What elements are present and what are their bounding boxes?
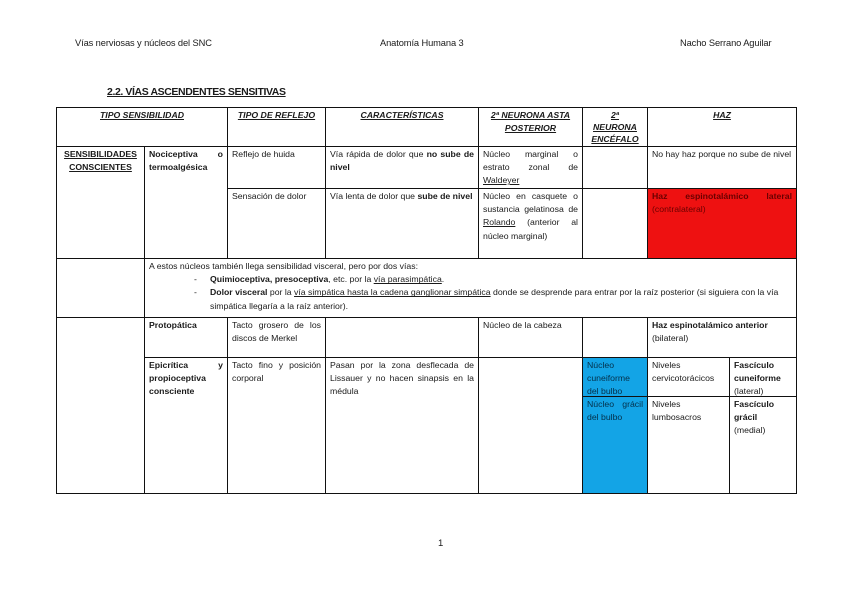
- list-item: - Quimioceptiva, presoceptiva, etc. por la vía parasimpática.: [149, 273, 792, 286]
- list-item: - Dolor visceral por la vía simpática hasta la cadena ganglionar simpática donde se desprende para entrar por la raíz posterior (si siguiera con la vía simpática llegaría a la raíz anterior).: [149, 286, 792, 312]
- haz-fasciculos: [648, 358, 797, 494]
- reflejo-huida: Reflejo de huida: [228, 147, 326, 189]
- visceral-list: [149, 273, 792, 312]
- reflejo-tacto-grosero: Tacto grosero de los discos de Merkel: [228, 318, 326, 358]
- haz-espinotalamico-anterior: Haz espinotalámico anterior (bilateral): [648, 318, 797, 358]
- protopatica-label: Protopática: [145, 318, 228, 358]
- header-tipo-sensibilidad: TIPO SENSIBILIDAD: [57, 108, 228, 147]
- reflejo-tacto-fino: Tacto fino y posición corporal: [228, 358, 326, 494]
- nociceptiva-label: Nociceptiva o termoalgésica: [145, 147, 228, 259]
- header-neurona-encefalo: 2ª NEURONA ENCÉFALO: [583, 108, 648, 147]
- visceral-note: [145, 259, 797, 318]
- header-left: Vías nerviosas y núcleos del SNC: [75, 38, 212, 48]
- group-label: SENSIBILIDADES CONSCIENTES: [57, 147, 145, 259]
- encefalo-nucleos: [583, 358, 648, 494]
- enc-empty-2: [583, 189, 648, 259]
- epicritica-label: Epicrítica y propioceptiva consciente: [145, 358, 228, 494]
- header-right: Nacho Serrano Aguilar: [680, 38, 772, 48]
- header-haz: HAZ: [648, 108, 797, 147]
- table-row: [57, 358, 797, 494]
- header-caracteristicas: CARACTERÍSTICAS: [326, 108, 479, 147]
- car-lissauer: Pasan por la zona desflecada de Lissauer y no hacen sinapsis en la médula: [326, 358, 479, 494]
- fasciculo-cuneiforme: Fascículo cuneiforme (lateral): [734, 360, 781, 397]
- reflejo-dolor: Sensación de dolor: [228, 189, 326, 259]
- enc-empty-1: [583, 147, 648, 189]
- niveles-lumbosacros: Niveles lumbosacros: [648, 397, 730, 493]
- nucleo-gracil: Núcleo grácil del bulbo: [587, 399, 643, 423]
- niveles-cervicotoracicos: Niveles cervicotorácicos: [648, 358, 730, 396]
- group-continuation: [57, 259, 145, 318]
- visceral-intro: A estos núcleos también llega sensibilidad visceral, pero por dos vías:: [149, 261, 418, 272]
- car-via-rapida: Vía rápida de dolor que no sube de nivel: [326, 147, 479, 189]
- asta-rolando: Núcleo en casquete o sustancia gelatinosa de Rolando (anterior al núcleo marginal): [479, 189, 583, 259]
- table-row: [57, 259, 797, 318]
- haz-no-sube: No hay haz porque no sube de nivel: [648, 147, 797, 189]
- enc-empty-proto: [583, 318, 648, 358]
- asta-empty-epi: [479, 358, 583, 494]
- page-number: 1: [438, 538, 444, 549]
- car-empty-proto: [326, 318, 479, 358]
- group-continuation-2: [57, 318, 145, 494]
- fasciculo-gracil: Fascículo grácil (medial): [734, 399, 775, 436]
- header-neurona-asta: 2ª NEURONA ASTA POSTERIOR: [479, 108, 583, 147]
- nucleo-cuneiforme: Núcleo cuneiforme del bulbo: [583, 358, 647, 397]
- asta-marginal: Núcleo marginal o estrato zonal de Waldeyer: [479, 147, 583, 189]
- car-via-lenta: Vía lenta de dolor que sube de nivel: [326, 189, 479, 259]
- table-header-row: [57, 108, 797, 147]
- header-center: Anatomía Humana 3: [380, 38, 464, 48]
- header-tipo-reflejo: TIPO DE REFLEJO: [228, 108, 326, 147]
- fasciculo-gracil-row: [648, 397, 796, 493]
- section-title: 2.2. VÍAS ASCENDENTES SENSITIVAS: [107, 86, 286, 98]
- asta-cabeza: Núcleo de la cabeza: [479, 318, 583, 358]
- fasciculo-cuneiforme-row: [648, 358, 796, 397]
- sensory-pathways-table: [56, 107, 797, 494]
- table-row: [57, 147, 797, 189]
- table-row: [57, 318, 797, 358]
- haz-espinotalamico-lateral: Haz espinotalámico lateral (contralateral): [648, 189, 797, 259]
